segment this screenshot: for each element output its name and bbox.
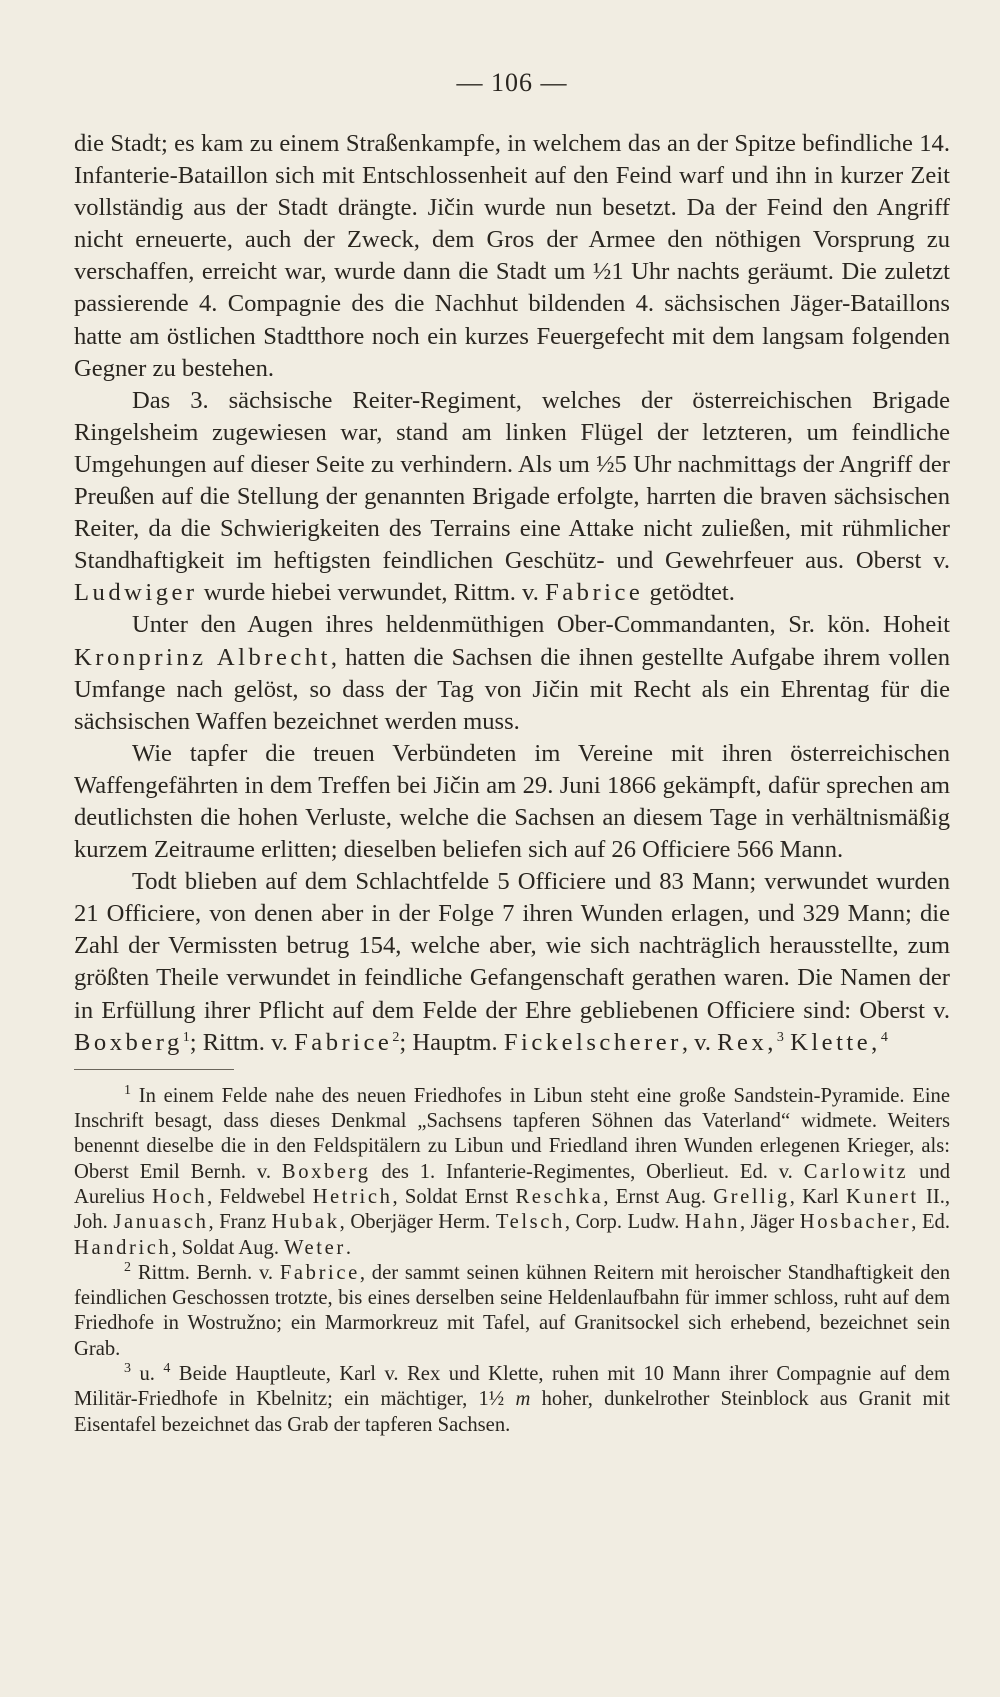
person-name: Fabrice [294, 1028, 393, 1056]
person-name: Hoch [152, 1185, 208, 1208]
person-name: Fabrice [279, 1261, 360, 1284]
person-name: Hahn [684, 1211, 740, 1234]
main-text [74, 128, 950, 1059]
footnote-text: , Jäger [740, 1211, 795, 1234]
person-name: Weter [284, 1236, 346, 1259]
person-name: Hetrich [312, 1185, 393, 1208]
footnote-text: Rittm. Bernh. v. [137, 1261, 274, 1284]
paragraph-crown-prince [74, 609, 950, 737]
footnote-text: In einem Felde nahe des neuen Friedhofes in Libun steht eine große Sandstein-Pyramide. Eine Inschrift besagt, dass dieses Denkmal „Sachsens tapferen Söhnen das Vaterland“ widmete. Weiters benennt dieselbe die in den Feldspitälern zu Libun und Friedland ihren Wunden erlegenen Krieger, als: Oberst Emil Bernh. v. [74, 1084, 950, 1183]
footnote-text: , Feldwebel [207, 1185, 306, 1208]
paragraph-text: , hatten die Sachsen die ihnen gestellte Aufgabe ihrem vollen Umfange nach gelöst, so dass der Tag von Jičin mit Recht als ein Ehrentag für die sächsischen Waffen bezeichnet werden muss. [74, 643, 950, 735]
person-name: Hubak [271, 1211, 340, 1234]
footnotes [74, 1084, 950, 1438]
person-name: Kronprinz Albrecht [74, 643, 331, 671]
footnote-text: , Soldat Ernst [392, 1185, 509, 1208]
footnote-text: . [345, 1236, 351, 1259]
footnote-text: , Corp. Ludw. [564, 1211, 680, 1234]
footnote-ref: 2 [392, 1029, 400, 1045]
person-name: Fickelscherer [503, 1028, 682, 1056]
paragraph-text: Todt blieben auf dem Schlachtfelde 5 Officiere und 83 Mann; verwundet wurden 21 Officiere, von denen aber in der Folge 7 ihren Wunden erlagen, und 329 Mann; die Zahl der Vermissten betrug 154, welche aber, wie sich nachträglich herausstellte, zum größten Theile verwundet in feindliche Gefangenschaft gerathen waren. Die Namen der in Erfüllung ihrer Pflicht auf dem Felde der Ehre gebliebenen Officiere sind: Oberst v. [74, 868, 950, 1024]
paragraph-cavalry [74, 385, 950, 610]
footnote-text: , Ernst Aug. [603, 1185, 706, 1208]
footnote-ref: 3 [776, 1029, 784, 1045]
footnote-text: , Soldat Aug. [171, 1236, 279, 1259]
person-name: Ludwiger [74, 579, 198, 607]
footnote-text: II., Joh. [74, 1185, 950, 1234]
paragraph-text: Wie tapfer die treuen Verbündeten im Vereine mit ihren österreichischen Waffengefährten in dem Treffen bei Jičin am 29. Juni 1866 gekämpft, dafür sprechen am deutlichsten die hohen Verluste, welche die Sachsen an diesem Tage in verhältnismäßig kurzem Zeitraume erlitten; dieselben beliefen sich auf 26 Officiere 566 Mann. [74, 739, 950, 864]
unit-label: m [515, 1388, 531, 1411]
paragraph-losses [74, 738, 950, 866]
person-name: Grellig [713, 1185, 790, 1208]
footnote-text: , der sammt seinen kühnen Reitern mit heroischer Standhaftigkeit den feindlichen Geschossen trotzte, bis eines derselben seine Heldenlaufbahn für immer schloss, ruht auf dem Friedhofe in Wostružno; ein Marmorkreuz mit Tafel, auf Granitsockel sich erhebend, bezeichnet sein Grab. [74, 1261, 951, 1360]
footnote-text: u. [139, 1362, 155, 1385]
person-name: Boxberg [74, 1028, 183, 1056]
footnote-text: des 1. Infanterie-Regimentes, Oberlieut. Ed. v. [381, 1160, 793, 1183]
person-name: Carlowitz [803, 1160, 909, 1183]
paragraph-text: die Stadt; es kam zu einem Straßenkampfe, in welchem das an der Spitze befindliche 14. Infanterie-Bataillon sich mit Entschlossenheit auf den Feind warf und ihn in kurzer Zeit vollständig aus der Stadt drängte. Jičin wurde nun besetzt. Da der Feind den Angriff nicht erneuerte, auch der Zweck, dem Gros der Armee den nöthigen Vorsprung zu verschaffen, erreicht war, wurde dann die Stadt um ½1 Uhr nachts geräumt. Die zuletzt passierende 4. Compagnie des die Nachhut bildenden 4. sächsischen Jäger-Bataillons hatte am östlichen Stadtthore noch ein kurzes Feuergefecht mit dem langsam folgenden Gegner zu bestehen. [74, 130, 950, 382]
paragraph-text: Unter den Augen ihres heldenmüthigen Ober-Commandanten, Sr. kön. Hoheit [132, 611, 950, 639]
footnote-3-4 [74, 1362, 950, 1438]
paragraph-text: getödtet. [649, 579, 735, 607]
footnote-text: Beide Hauptleute, Karl v. Rex und Klette, ruhen mit 10 Mann ihrer Compagnie auf dem Militär-Friedhofe in Kbelnitz; ein mächtiger, 1½ [74, 1362, 950, 1411]
footnote-marker: 1 [124, 1082, 131, 1098]
paragraph-text: ; Rittm. v. [189, 1028, 288, 1056]
footnote-text: und Aurelius [74, 1160, 951, 1208]
paragraph-text: ; Hauptm. [399, 1028, 498, 1056]
footnote-marker: 3 [124, 1361, 131, 1377]
person-name: Hosbacher [799, 1211, 912, 1234]
person-name: Reschka [515, 1185, 604, 1208]
footnote-text: , Karl [789, 1185, 839, 1208]
footnote-ref: 4 [880, 1029, 888, 1045]
footnote-2 [74, 1261, 950, 1362]
footnote-text: , Ed. [911, 1211, 950, 1234]
paragraph-text: wurde hiebei verwundet, Rittm. v. [203, 579, 539, 607]
person-name: Klette, [790, 1028, 881, 1056]
page-number: — 106 — [456, 68, 568, 97]
footnote-text: , Oberjäger Herm. [339, 1211, 491, 1234]
paragraph-text: Das 3. sächsische Reiter-Regiment, welches der österreichischen Brigade Ringelsheim zugewiesen war, stand am linken Flügel der letzteren, um feindliche Umgehungen auf dieser Seite zu verhindern. Als um ½5 Uhr nachmittags der Angriff der Preußen auf die Stellung der genannten Brigade erfolgte, harrten die braven sächsischen Reiter, da die Schwierigkeiten des Terrains eine Attake nicht zuließen, mit rühmlicher Standhaftigkeit im heftigsten feindlichen Geschütz- und Gewehrfeuer aus. Oberst v. [74, 386, 950, 575]
footnote-1 [74, 1084, 950, 1261]
person-name: Handrich [74, 1236, 172, 1259]
person-name: Rex, [717, 1028, 777, 1056]
person-name: Januasch [113, 1211, 209, 1234]
person-name: Telsch [495, 1211, 565, 1234]
person-name: Boxberg [281, 1160, 371, 1183]
person-name: Kunert [845, 1185, 919, 1208]
person-name: Fabrice [545, 579, 644, 607]
footnote-text: , Franz [208, 1211, 267, 1234]
paragraph-casualties [74, 866, 950, 1059]
paragraph-retreat [74, 128, 950, 385]
footnote-marker: 4 [163, 1361, 171, 1377]
footnote-marker: 2 [124, 1259, 131, 1275]
footnote-ref: 1 [182, 1029, 190, 1045]
paragraph-text: , v. [681, 1028, 711, 1056]
footnote-divider [74, 1069, 234, 1070]
footnote-text: hoher, dunkelrother Steinblock aus Granit mit Eisentafel bezeichnet das Grab der tapferen Sachsen. [74, 1388, 950, 1436]
